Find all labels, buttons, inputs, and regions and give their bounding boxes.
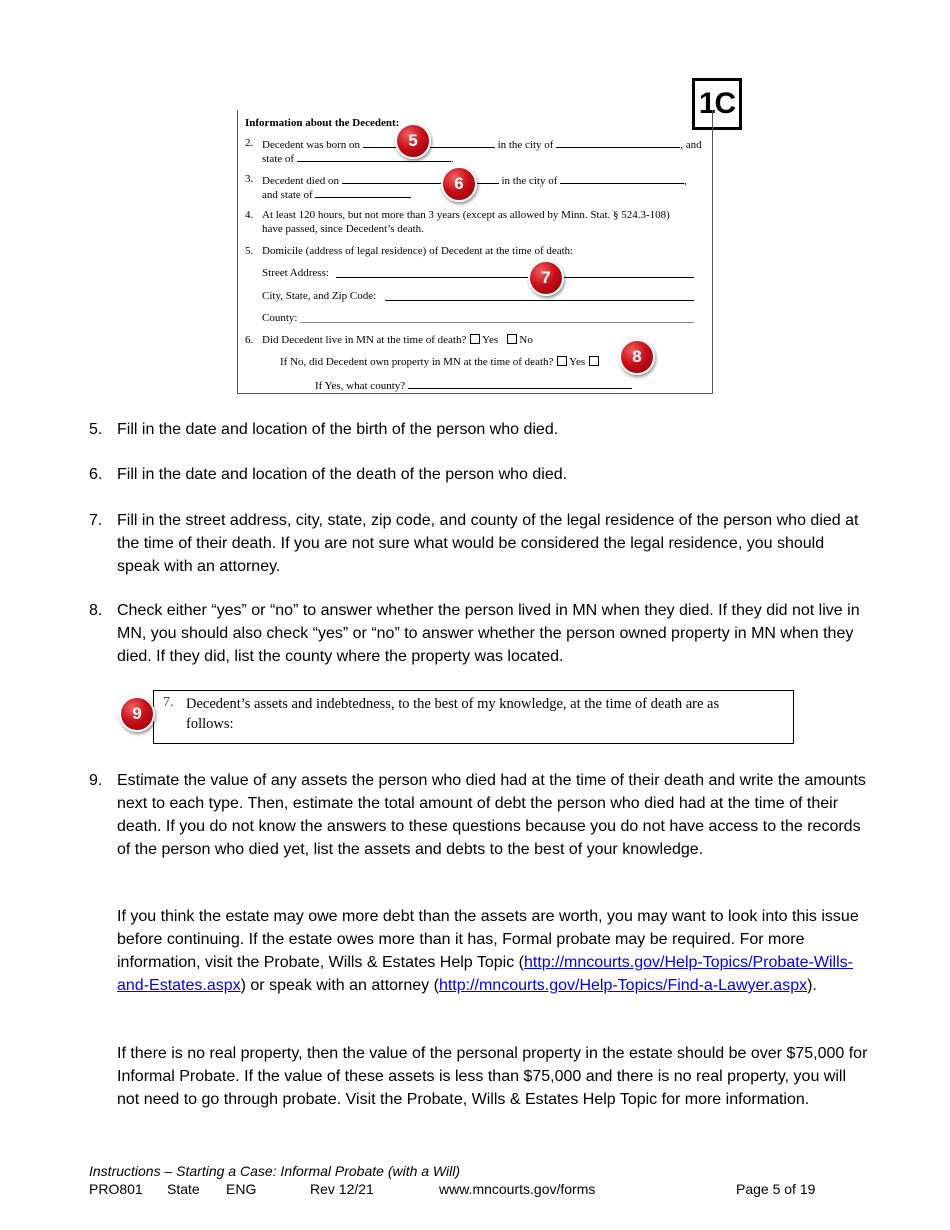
form2-text (186, 694, 719, 734)
item-number: 8. (89, 602, 103, 619)
item-text: Fill in the date and location of the death of the person who died. (117, 466, 568, 483)
yes-label-2: Yes (569, 356, 586, 368)
street-address-label: Street Address: (262, 267, 329, 279)
death-state-field (315, 186, 411, 198)
q5-number: 5. (245, 245, 254, 257)
q3-number: 3. (245, 173, 254, 185)
q3-line2 (262, 186, 411, 202)
footer-title: Instructions – Starting a Case: Informal Probate (with a Will) (89, 1163, 461, 1179)
property-in-mn-yes-checkbox (557, 356, 567, 366)
street-address-line (336, 277, 694, 278)
probate-help-topic-link[interactable]: http://mncourts.gov/Help-Topics/Probate-Wills-and-Estates.aspx (117, 954, 853, 994)
q5-text: Domicile (address of legal residence) of Decedent at the time of death: (262, 245, 574, 257)
birth-state-field (297, 150, 451, 162)
property-in-mn-no-checkbox (589, 356, 599, 366)
footer-revision: Rev 12/21 (310, 1181, 374, 1197)
callout-badge-5: 5 (395, 123, 431, 159)
lived-in-mn-no-checkbox (507, 334, 517, 344)
q6-question: Did Decedent live in MN at the time of death? (262, 334, 467, 346)
form2-number: 7. (163, 695, 174, 710)
city-state-zip-line (385, 300, 694, 301)
instruction-item-8 (89, 599, 869, 668)
item-number: 9. (89, 772, 103, 789)
county-line (300, 322, 694, 323)
q6-line1 (262, 333, 533, 347)
q2-city-label: in the city of (497, 139, 554, 151)
instruction-item-7 (89, 509, 869, 578)
q2-state-label: state of (262, 153, 295, 165)
debt-paragraph (117, 905, 869, 997)
lived-in-mn-yes-checkbox (470, 334, 480, 344)
callout-badge-9: 9 (119, 696, 155, 732)
instruction-item-9 (89, 769, 869, 861)
callout-badge-8: 8 (619, 339, 655, 375)
q4-line1: At least 120 hours, but not more than 3 years (except as allowed by Minn. Stat. § 524.3-108) (262, 209, 670, 221)
q3-state-label: and state of (262, 189, 313, 201)
callout-badge-6: 6 (441, 166, 477, 202)
find-a-lawyer-link[interactable]: http://mncourts.gov/Help-Topics/Find-a-Lawyer.aspx (438, 977, 808, 994)
item-text: Fill in the street address, city, state, zip code, and county of the legal residence of the person who died at the time of their death. If you are not sure what would be considered the legal residence, you should speak with an attorney. (117, 512, 859, 575)
form-section-tag: 1C (692, 78, 742, 130)
q2-period: . (450, 153, 454, 165)
county-label: County: (262, 312, 298, 324)
death-city-field (560, 172, 684, 184)
q6-line2 (280, 355, 601, 369)
birth-city-field (556, 136, 680, 148)
debt-paragraph-text-a: If you think the estate may owe more debt than the assets are worth, you may want to look into this issue before continuing. If the estate owes more than it has, Formal probate may be required. For more information, visit the Probate, Wills & Estates Help Topic ( (117, 908, 859, 971)
q6-property-question: If No, did Decedent own property in MN at the time of death? (280, 356, 554, 368)
item-text: Check either “yes” or “no” to answer whether the person lived in MN when they died. If they did not live in MN, you should also check “yes” or “no” to answer whether the person owned property in MN when they died. If they did, list the county where the property was located. (117, 602, 860, 665)
assets-form-excerpt (153, 690, 794, 744)
q3-comma: , (684, 175, 687, 187)
form2-line1: Decedent’s assets and indebtedness, to the best of my knowledge, at the time of death are as (186, 696, 720, 712)
footer-form-code: PRO801 (89, 1181, 143, 1197)
item-text: Estimate the value of any assets the person who died had at the time of their death and write the amounts next to each type. Then, estimate the total amount of debt the person who died had at the time of their death. If you do not know the answers to these questions because you do not have access to the records of the person who died yet, list the assets and debts to the best of your knowledge. (117, 772, 866, 858)
footer-url: www.mncourts.gov/forms (439, 1181, 596, 1197)
item-number: 7. (89, 512, 103, 529)
no-label: No (519, 334, 533, 346)
instruction-item-6 (89, 463, 869, 486)
q4-number: 4. (245, 209, 254, 221)
footer-page-number: Page 5 of 19 (736, 1181, 816, 1197)
q2-and: , and (680, 139, 702, 151)
debt-paragraph-text-c: ). (807, 977, 817, 994)
item-number: 6. (89, 466, 103, 483)
q3-label: Decedent died on (262, 175, 339, 187)
property-county-field (408, 377, 632, 389)
q2-number: 2. (245, 137, 254, 149)
callout-badge-7: 7 (528, 260, 564, 296)
q3-city-label: in the city of (501, 175, 558, 187)
item-number: 5. (89, 421, 103, 438)
q6-number: 6. (245, 334, 254, 346)
footer-state: State (167, 1181, 200, 1197)
debt-paragraph-text-b: ) or speak with an attorney ( (240, 977, 439, 994)
footer-language: ENG (226, 1181, 257, 1197)
q4-line2: have passed, since Decedent’s death. (262, 223, 424, 235)
real-property-paragraph: If there is no real property, then the value of the personal property in the estate should be over $75,000 for Informal Probate. If the value of these assets is less than $75,000 and there is no real property, you will not need to go through probate. Visit the Probate, Wills & Estates Help Topic for more information. (117, 1045, 868, 1108)
city-state-zip-label: City, State, and Zip Code: (262, 290, 377, 302)
q2-label: Decedent was born on (262, 139, 361, 151)
instruction-item-5 (89, 418, 869, 441)
item-text: Fill in the date and location of the birth of the person who died. (117, 421, 559, 438)
q6-line3 (315, 377, 632, 393)
form-heading: Information about the Decedent: (245, 117, 400, 129)
form2-line2: follows: (186, 716, 234, 732)
yes-label: Yes (482, 334, 499, 346)
q6-county-question: If Yes, what county? (315, 380, 406, 392)
